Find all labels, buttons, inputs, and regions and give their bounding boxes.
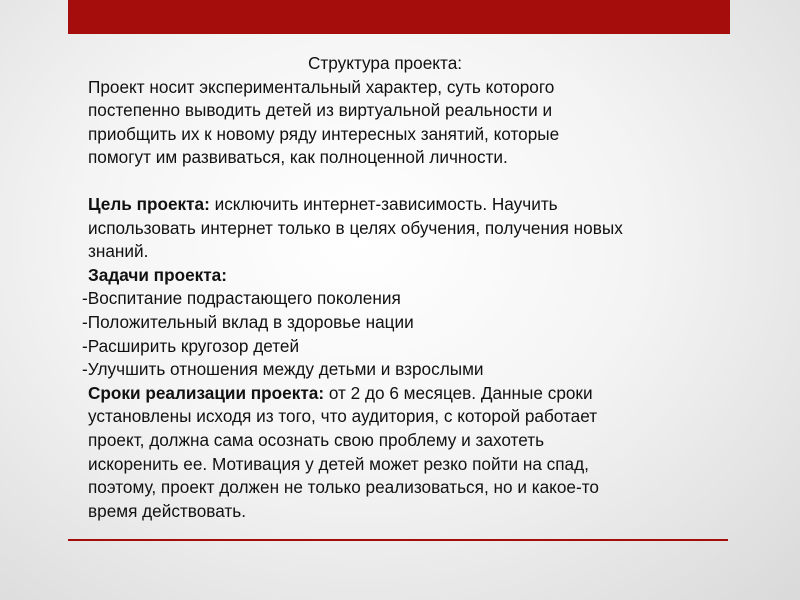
timeline-line: проект, должна сама осознать свою проблему и захотеть [88, 429, 545, 450]
intro-line: приобщить их к новому ряду интересных занятий, которые [88, 123, 560, 144]
timeline-line: искоренить ее. Мотивация у детей может резко пойти на спад, [88, 453, 589, 474]
task-item: -Положительный вклад в здоровье нации [82, 311, 414, 332]
timeline-line: поэтому, проект должен не только реализоваться, но и какое-то [88, 477, 599, 498]
tasks-label: Задачи проекта: [88, 264, 227, 285]
goal-line [82, 193, 732, 217]
task-item: -Воспитание подрастающего поколения [82, 288, 401, 309]
timeline-text: от 2 до 6 месяцев. Данные сроки [324, 382, 593, 403]
goal-line: знаний. [88, 241, 149, 262]
timeline-line: время действовать. [88, 500, 247, 521]
timeline-line [82, 382, 732, 406]
header-band [68, 0, 730, 34]
paragraph-gap [82, 170, 732, 193]
task-item: -Улучшить отношения между детьми и взрослыми [82, 359, 484, 380]
goal-text: исключить интернет-зависимость. Научить [209, 193, 558, 214]
footer-divider [68, 539, 728, 541]
goal-label: Цель проекта: [88, 193, 210, 214]
task-item: -Расширить кругозор детей [82, 335, 300, 356]
timeline-label: Сроки реализации проекта: [88, 382, 325, 403]
intro-line: постепенно выводить детей из виртуальной реальности и [88, 100, 553, 121]
intro-line: Проект носит экспериментальный характер, суть которого [88, 76, 555, 97]
timeline-line: установлены исходя из того, что аудитория, с которой работает [88, 406, 598, 427]
slide-content [82, 52, 732, 523]
slide-title: Структура проекта: [308, 53, 463, 73]
intro-line: помогут им развиваться, как полноценной личности. [88, 147, 508, 168]
goal-line: использовать интернет только в целях обучения, получения новых [88, 217, 623, 238]
